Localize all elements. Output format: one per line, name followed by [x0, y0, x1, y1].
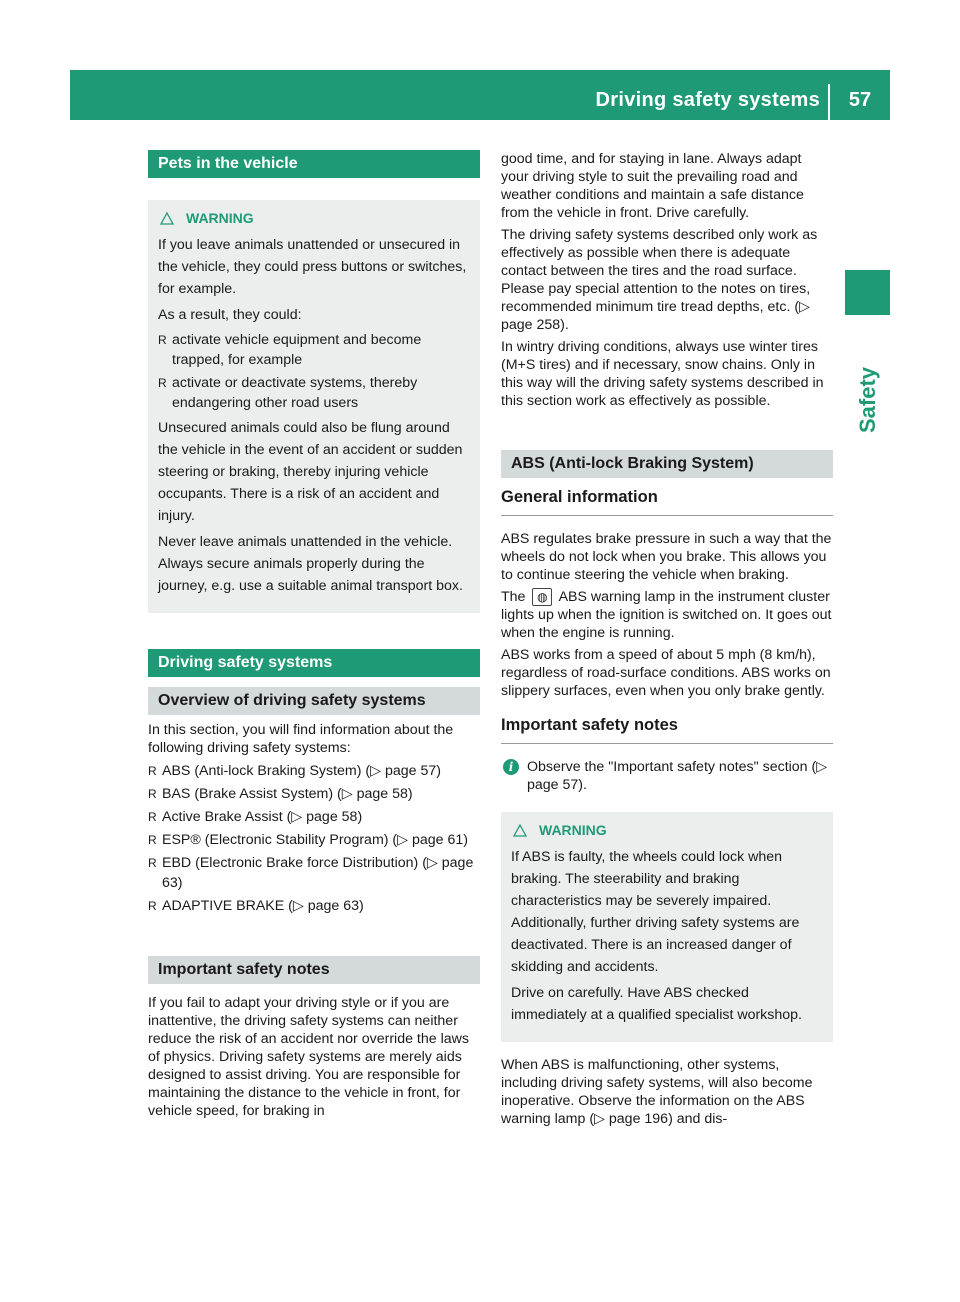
body-paragraph: The ◍ ABS warning lamp in the instrument cluster lights up when the ignition is switched on. It goes out when the engine is running. [501, 589, 832, 642]
warning-title [158, 210, 472, 226]
list-item[interactable]: R ABS (Anti-lock Braking System) (▷ page 57) [148, 763, 441, 779]
list-item[interactable]: R Active Brake Assist (▷ page 58) [148, 809, 363, 825]
warning-title [511, 822, 825, 838]
info-icon: i [503, 759, 519, 775]
side-tab-marker [845, 270, 890, 315]
list-item: R activate vehicle equipment and become trapped, for example [158, 332, 422, 368]
body-paragraph: When ABS is malfunctioning, other systems, including driving safety systems, will also become inoperative. Observe the information on the ABS warning lamp (▷ page 196) and dis- [501, 1057, 813, 1128]
list-item[interactable]: R EBD (Electronic Brake force Distribution) (▷ page 63) [148, 855, 474, 891]
warning-icon [513, 824, 527, 837]
bullet-icon: R [158, 376, 167, 390]
overview-heading: Overview of driving safety systems [148, 687, 480, 715]
warning-text: Never leave animals unattended in the vehicle. Always secure animals properly during the journey, e.g. use a suitable animal transport box. [158, 534, 463, 594]
list-item: R activate or deactivate systems, thereby endangering other road users [158, 375, 418, 411]
bullet-icon: R [158, 333, 167, 347]
bullet-icon: R [148, 833, 157, 847]
pets-warning-box [148, 200, 480, 613]
bullet-icon: R [148, 787, 157, 801]
dss-heading: Driving safety systems [148, 649, 480, 677]
section-title: Driving safety systems [595, 89, 820, 111]
body-paragraph: ABS regulates brake pressure in such a way that the wheels do not lock when you brake. This allows you to continue steering the vehicle when braking. [501, 531, 832, 583]
bullet-icon: R [148, 764, 157, 778]
warning-icon [160, 212, 174, 225]
abs-warning-box [501, 812, 833, 1042]
warning-text: As a result, they could: [158, 307, 302, 323]
body-paragraph: The driving safety systems described only work as effectively as possible when there is adequate contact between the tires and the road surface. Please pay special attention to the notes on tires, recommended minimum tire tread depths, etc. (▷ page 258). [501, 227, 818, 333]
list-item[interactable]: R ESP® (Electronic Stability Program) (▷ page 61) [148, 832, 469, 848]
bullet-icon: R [148, 810, 157, 824]
list-item[interactable]: R ADAPTIVE BRAKE (▷ page 63) [148, 898, 364, 914]
overview-list [148, 761, 480, 916]
overview-intro: In this section, you will find information about the following driving safety systems: [148, 722, 454, 756]
abs-warning-lamp-icon: ◍ [532, 588, 552, 606]
right-column [501, 150, 833, 1132]
warning-text: If you leave animals unattended or unsecured in the vehicle, they could press buttons or switches, for example. [158, 237, 467, 297]
abs-heading: ABS (Anti-lock Braking System) [501, 450, 833, 478]
page-number: 57 [848, 89, 872, 111]
body-paragraph: ABS works from a speed of about 5 mph (8 km/h), regardless of road-surface conditions. ABS works on slippery surfaces, even when you only brake gently. [501, 647, 831, 700]
info-note: i Observe the "Important safety notes" section (▷ page 57). [501, 758, 833, 794]
safety-notes-text: If you fail to adapt your driving style or if you are inattentive, the driving safety systems can neither reduce the risk of an accident nor override the laws of physics. Driving safety systems are merely aids designed to assist driving. You are responsible for maintaining the distance to the vehicle in front, for vehicle speed, for braking in [148, 995, 469, 1119]
list-item[interactable]: R BAS (Brake Assist System) (▷ page 58) [148, 786, 413, 802]
body-paragraph: In wintry driving conditions, always use winter tires (M+S tires) and if necessary, snow chains. Only in this way will the driving safety systems described in this section work as effectively as possible. [501, 339, 824, 409]
warning-label: WARNING [186, 210, 254, 226]
bullet-icon: R [148, 899, 157, 913]
side-tab-label: Safety [855, 366, 880, 434]
safety-notes-heading: Important safety notes [501, 716, 833, 744]
warning-text: If ABS is faulty, the wheels could lock when braking. The steerability and braking characteristics may be severely impaired. Additionally, further driving safety systems are deactivated. There is an increased danger of skidding and accidents. [511, 849, 800, 976]
warning-text: Drive on carefully. Have ABS checked immediately at a qualified specialist workshop. [511, 985, 802, 1024]
pets-heading: Pets in the vehicle [148, 150, 480, 178]
body-paragraph: good time, and for staying in lane. Always adapt your driving style to suit the prevailing road and weather conditions and maintain a safe distance from the vehicle in front. Drive carefully. [501, 151, 804, 221]
left-column [148, 150, 480, 1124]
warning-label: WARNING [539, 822, 607, 839]
general-info-heading: General information [501, 488, 833, 516]
safety-notes-heading: Important safety notes [148, 956, 480, 984]
header-bar [70, 70, 890, 120]
warning-text: Unsecured animals could also be flung around the vehicle in the event of an accident or sudden steering or braking, thereby injuring vehicle occupants. There is a risk of an accident and injury. [158, 420, 463, 524]
bullet-icon: R [148, 856, 157, 870]
warning-list [158, 330, 472, 413]
